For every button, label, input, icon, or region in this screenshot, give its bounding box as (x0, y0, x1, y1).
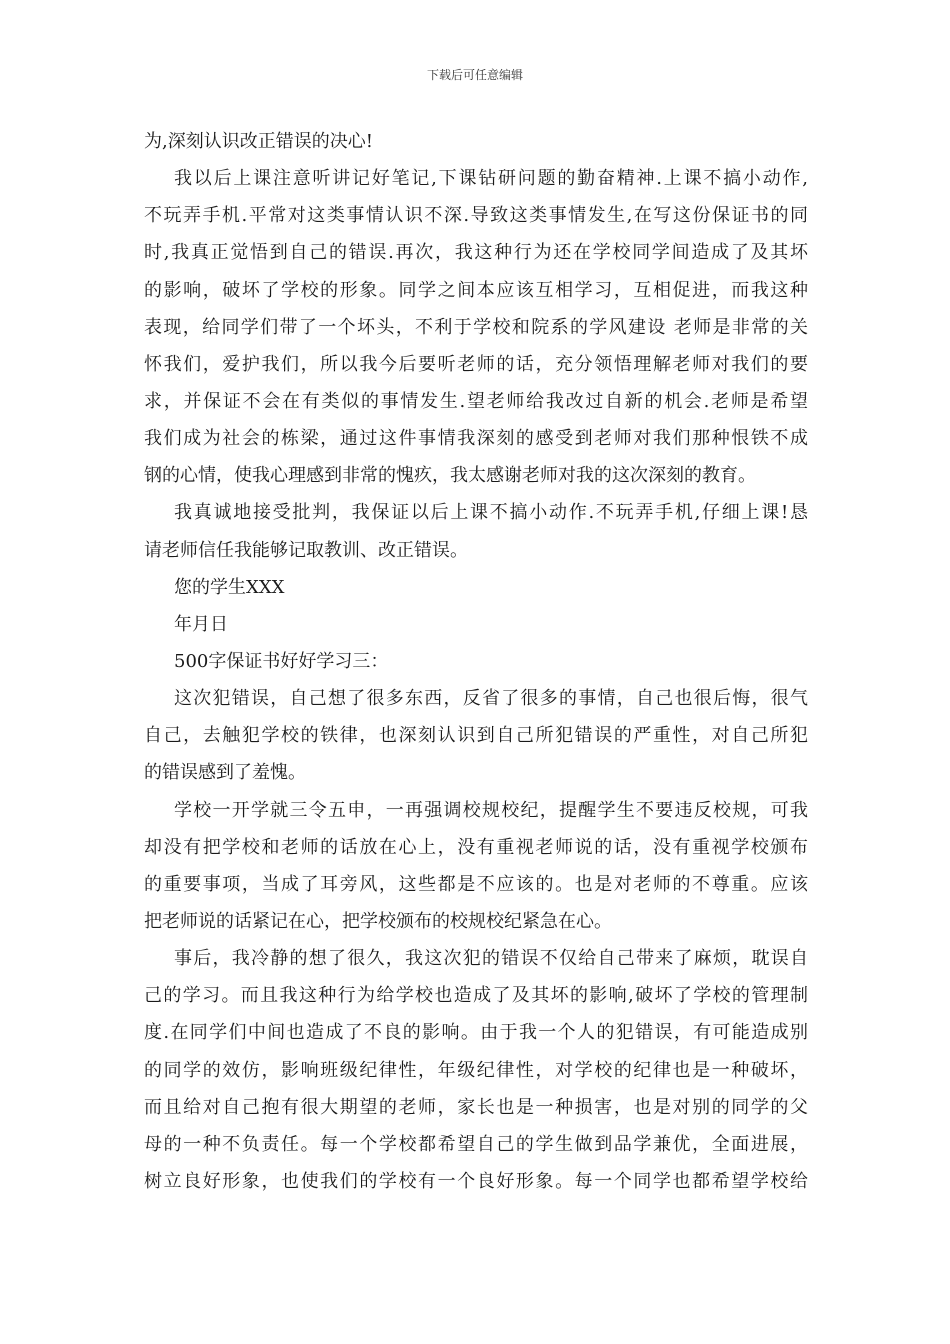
text-line: 表现，给同学们带了一个坏头，不利于学校和院系的学风建设 老师是非常的关 (144, 316, 808, 338)
text-line: 学校一开学就三令五申，一再强调校规校纪，提醒学生不要违反校规，可我 (174, 799, 808, 821)
text-line: 的错误感到了羞愧。 (144, 762, 306, 784)
text-line: 我以后上课注意听讲记好笔记,下课钻研问题的勤奋精神.上课不搞小动作, (174, 168, 808, 190)
text-line: 求，并保证不会在有类似的事情发生.望老师给我改过自新的机会.老师是希望 (144, 390, 808, 412)
text-line: 把老师说的话紧记在心，把学校颁布的校规校纪紧急在心。 (144, 910, 612, 932)
text-line: 而且给对自己抱有很大期望的老师，家长也是一种损害，也是对别的同学的父 (144, 1096, 808, 1118)
text-line: 母的一种不负责任。每一个学校都希望自己的学生做到品学兼优，全面进展， (144, 1133, 808, 1155)
text-line: 这次犯错误，自己想了很多东西，反省了很多的事情，自己也很后悔，很气 (174, 688, 808, 710)
text-line: 为,深刻认识改正错误的决心! (144, 131, 373, 152)
document-body (144, 127, 808, 1204)
text-line: 自己，去触犯学校的铁律，也深刻认识到自己所犯错误的严重性，对自己所犯 (144, 725, 808, 747)
text-line: 您的学生XXX (174, 576, 285, 598)
text-line: 的影响，破坏了学校的形象。同学之间本应该互相学习，互相促进，而我这种 (144, 279, 808, 301)
text-line: 请老师信任我能够记取教训、改正错误。 (144, 539, 468, 561)
text-line: 的重要事项，当成了耳旁风，这些都是不应该的。也是对老师的不尊重。应该 (144, 873, 808, 895)
text-line: 不玩弄手机.平常对这类事情认识不深.导致这类事情发生,在写这份保证书的同 (144, 205, 808, 227)
text-line: 树立良好形象，也使我们的学校有一个良好形象。每一个同学也都希望学校给 (144, 1170, 808, 1192)
text-line: 事后，我冷静的想了很久，我这次犯的错误不仅给自己带来了麻烦，耽误自 (174, 948, 808, 970)
text-line: 怀我们，爱护我们，所以我今后要听老师的话，充分领悟理解老师对我们的要 (144, 353, 808, 375)
text-line: 却没有把学校和老师的话放在心上，没有重视老师说的话，没有重视学校颁布 (144, 836, 808, 858)
page-header: 下载后可任意编辑 (426, 68, 523, 82)
text-line: 度.在同学们中间也造成了不良的影响。由于我一个人的犯错误，有可能造成别 (144, 1022, 808, 1044)
text-line: 500字保证书好好学习三： (174, 650, 389, 672)
text-line: 己的学习。而且我这种行为给学校也造成了及其坏的影响,破坏了学校的管理制 (144, 985, 808, 1007)
text-line: 我们成为社会的栋梁，通过这件事情我深刻的感受到老师对我们那种恨铁不成 (144, 428, 808, 450)
text-line: 我真诚地接受批判，我保证以后上课不搞小动作.不玩弄手机,仔细上课!恳 (174, 502, 808, 524)
text-line: 年月日 (174, 613, 228, 635)
text-line: 的同学的效仿，影响班级纪律性，年级纪律性，对学校的纪律也是一种破坏， (144, 1059, 808, 1081)
text-line: 时,我真正觉悟到自己的错误.再次，我这种行为还在学校同学间造成了及其坏 (144, 242, 808, 264)
text-line: 钢的心情，使我心理感到非常的愧疚，我太感谢老师对我的这次深刻的教育。 (144, 465, 756, 487)
